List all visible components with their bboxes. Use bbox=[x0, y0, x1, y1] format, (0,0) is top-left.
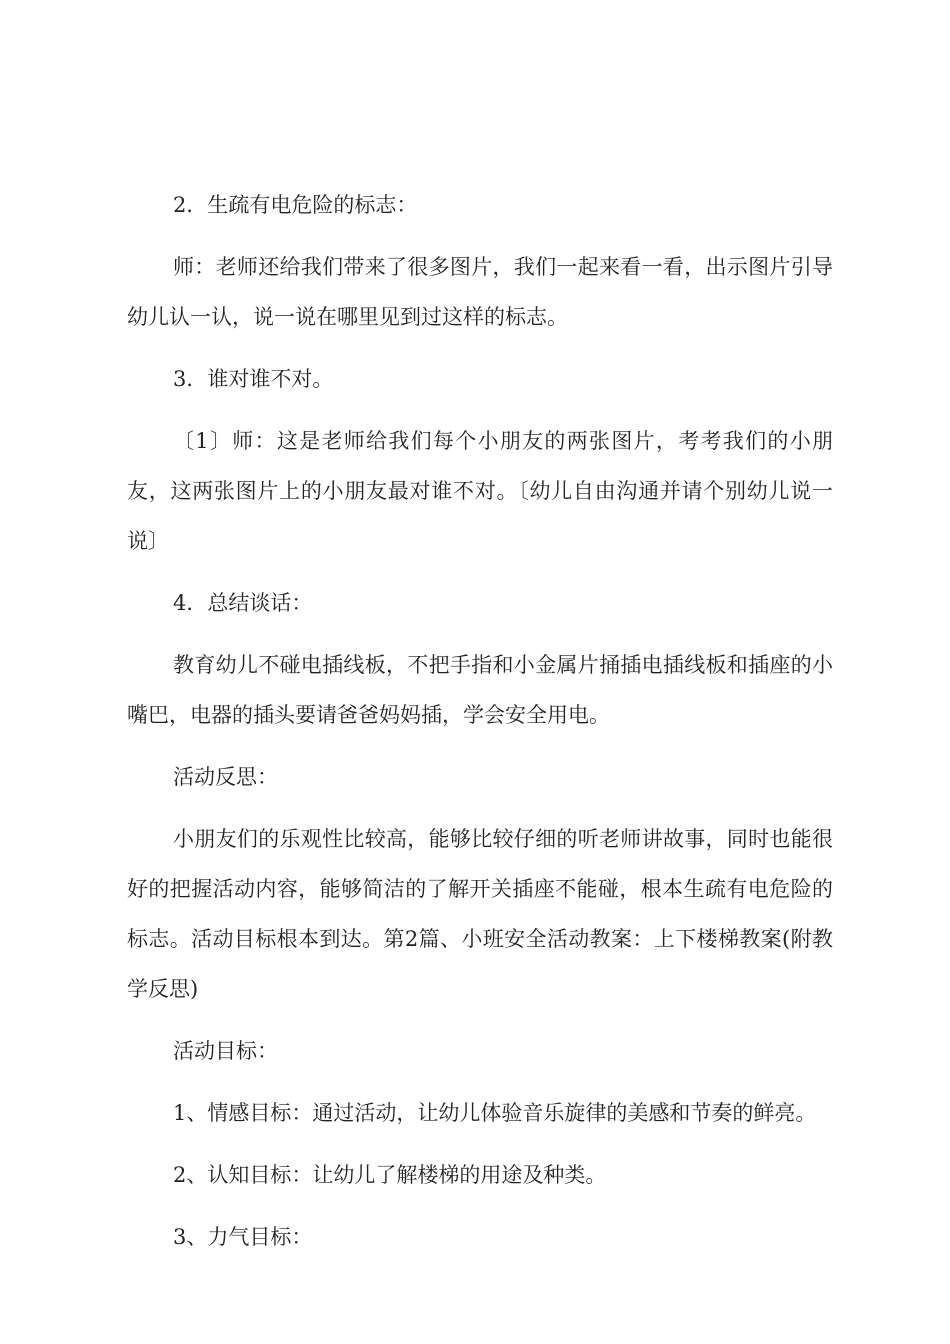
paragraph-teacher-pictures: 师：老师还给我们带来了很多图片，我们一起来看一看，出示图片引导幼儿认一认，说一说在哪里见到过这样的标志。 bbox=[127, 255, 833, 329]
paragraph-reflection: 小朋友们的乐观性比较高，能够比较仔细的听老师讲故事，同时也能很好的把握活动内容，能够简洁的了解开关插座不能碰，根本生疏有电危险的标志。活动目标根本到达。第2篇、小班安全活动教案：上下楼梯教案(附教学反思) bbox=[127, 827, 833, 1001]
paragraph-education: 教育幼儿不碰电插线板，不把手指和小金属片捅插电插线板和插座的小嘴巴，电器的插头要请爸爸妈妈插，学会安全用电。 bbox=[127, 653, 833, 727]
paragraph-goal-cognition: 2、认知目标：让幼儿了解楼梯的用途及种类。 bbox=[173, 1163, 607, 1187]
paragraph-heading-4: 4．总结谈话： bbox=[173, 591, 313, 615]
paragraph-two-pictures: 〔1〕师：这是老师给我们每个小朋友的两张图片，考考我们的小朋友，这两张图片上的小朋友最对谁不对。〔幼儿自由沟通并请个别幼儿说一说〕 bbox=[127, 429, 833, 553]
paragraph-goal-emotion: 1、情感目标：通过活动，让幼儿体验音乐旋律的美感和节奏的鲜亮。 bbox=[173, 1101, 817, 1125]
document-body bbox=[127, 180, 833, 1274]
paragraph-goal-ability: 3、力气目标： bbox=[173, 1225, 313, 1249]
paragraph-reflection-heading: 活动反思： bbox=[173, 765, 278, 789]
paragraph-heading-2: 2．生疏有电危险的标志： bbox=[173, 193, 418, 217]
paragraph-goals-heading: 活动目标： bbox=[173, 1039, 278, 1063]
paragraph-heading-3: 3．谁对谁不对。 bbox=[173, 367, 334, 391]
